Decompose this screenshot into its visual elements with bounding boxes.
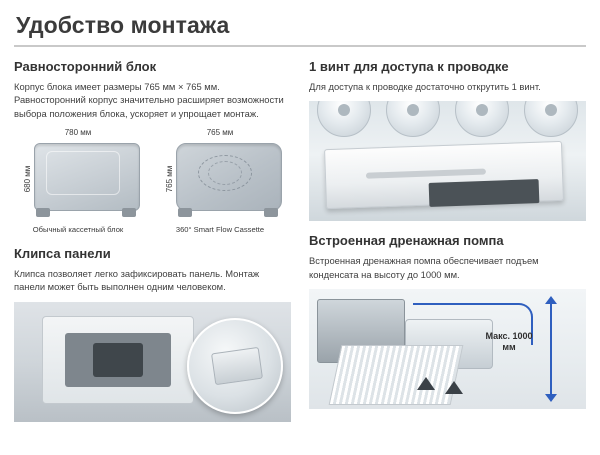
figure-smart-flow-cassette: [156, 128, 284, 234]
figure-caption: Обычный кассетный блок: [32, 225, 124, 235]
section-body: Встроенная дренажная помпа обеспечивает подъем конденсата на высоту до 1000 мм.: [309, 255, 539, 280]
figure-body: [14, 139, 142, 219]
unit-figures: [14, 128, 291, 234]
section-title: Равносторонний блок: [14, 59, 157, 74]
figure-body: [156, 139, 284, 219]
panel-clip-photo: [14, 302, 291, 422]
section-title: Встроенная дренажная помпа: [309, 233, 504, 249]
cassette-interior: [65, 333, 171, 387]
section-drain-pump: [309, 233, 586, 409]
wiring-compartment: [429, 179, 540, 207]
airflow-triangle-icon: [417, 377, 435, 390]
dimension-width-label: 765 мм: [206, 128, 234, 138]
cassette-grille: [329, 345, 464, 405]
cassette-drawing: [172, 139, 284, 219]
section-one-screw-wiring: [309, 59, 586, 221]
cassette-drawing: [30, 139, 142, 219]
cassette-inner-outline: [46, 151, 120, 195]
page-title: Удобство монтажа: [16, 12, 230, 38]
figure-caption: 360° Smart Flow Cassette: [175, 225, 265, 235]
cassette-bracket-left: [178, 208, 192, 217]
panel-clip-detail: [211, 347, 263, 385]
cassette-frame-photo: [42, 316, 194, 404]
airflow-ring-inner: [208, 161, 242, 185]
fan-icon: [317, 101, 371, 137]
clip-zoom-callout: [187, 318, 283, 414]
left-column: [14, 59, 291, 422]
lift-height-arrow: [550, 303, 552, 395]
cassette-bracket-right: [264, 208, 278, 217]
section-equilateral-body: [14, 59, 291, 234]
drain-pump-photo: [309, 289, 586, 409]
dimension-height-label: 680 мм: [22, 165, 32, 193]
cassette-bracket-left: [36, 208, 50, 217]
fan-icon: [455, 101, 509, 137]
dimension-height-label: 765 мм: [164, 165, 174, 193]
max-lift-label: Макс. 1000 мм: [485, 331, 533, 353]
figure-standard-cassette: [14, 128, 142, 234]
right-column: [309, 59, 586, 422]
fan-icon: [386, 101, 440, 137]
content-grid: [14, 59, 586, 422]
dimension-width-label: 780 мм: [64, 128, 92, 138]
cassette-motor: [93, 343, 143, 377]
section-title: Клипса панели: [14, 246, 111, 262]
section-body: Клипса позволяет легко зафиксировать панель. Монтаж панели может быть выполнен одним человеком.: [14, 268, 260, 293]
section-body: Для доступа к проводке достаточно открутить 1 винт.: [309, 81, 541, 92]
airflow-triangle-icon: [445, 381, 463, 394]
panel-screw-slot: [366, 169, 486, 179]
cassette-bracket-right: [122, 208, 136, 217]
section-title: 1 винт для доступа к проводке: [309, 59, 509, 74]
ceiling-fans-row: [309, 101, 586, 147]
wiring-access-photo: [309, 101, 586, 221]
section-panel-clip: [14, 246, 291, 422]
section-body: Корпус блока имеет размеры 765 мм × 765 мм. Равносторонний корпус значительно расширяет возможности выбора положения блока, ускоряет и упрощает монтаж.: [14, 81, 284, 119]
title-divider: [14, 45, 586, 47]
fan-icon: [524, 101, 578, 137]
